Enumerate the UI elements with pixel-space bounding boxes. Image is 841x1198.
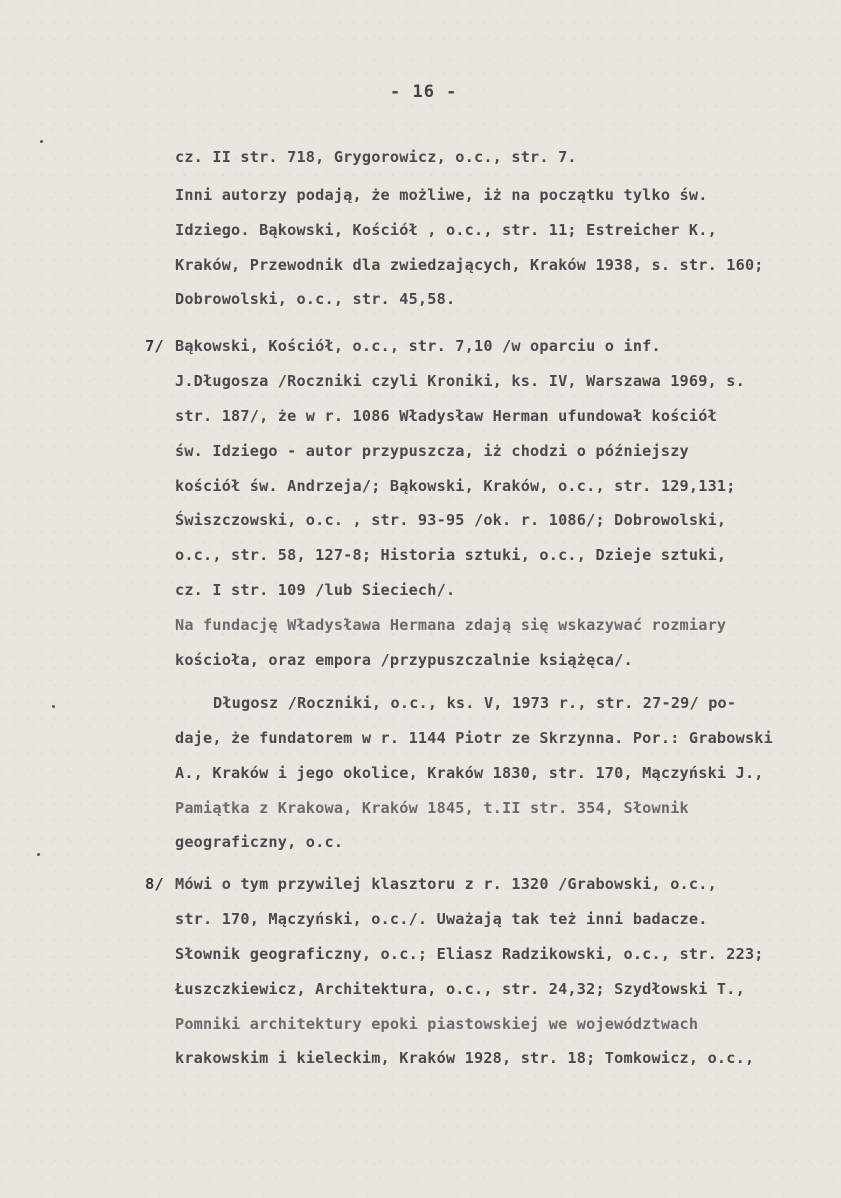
text-line: Na fundację Władysława Hermana zdają się wskazywać rozmiary (175, 616, 727, 634)
text-line: Pamiątka z Krakowa, Kraków 1845, t.II str. 354, Słownik (175, 799, 689, 817)
text-line: Idziego. Bąkowski, Kościół , o.c., str. 11; Estreicher K., (175, 221, 717, 239)
footnote-marker-7: 7/ (145, 337, 164, 355)
text-line: o.c., str. 58, 127-8; Historia sztuki, o.c., Dzieje sztuki, (175, 546, 727, 564)
text-line: Mówi o tym przywilej klasztoru z r. 1320 /Grabowski, o.c., (175, 875, 717, 893)
text-line: Inni autorzy podają, że możliwe, iż na początku tylko św. (175, 186, 708, 204)
text-line: daje, że fundatorem w r. 1144 Piotr ze Skrzynna. Por.: Grabowski (175, 729, 773, 747)
page-number: - 16 - (390, 82, 458, 102)
text-line: A., Kraków i jego okolice, Kraków 1830, str. 170, Mączyński J., (175, 764, 764, 782)
text-line: Bąkowski, Kościół, o.c., str. 7,10 /w oparciu o inf. (175, 337, 661, 355)
text-line: str. 170, Mączyński, o.c./. Uważają tak też inni badacze. (175, 910, 708, 928)
text-line: kościoła, oraz empora /przypuszczalnie książęca/. (175, 651, 633, 669)
text-line: cz. II str. 718, Grygorowicz, o.c., str. 7. (175, 148, 577, 166)
paper-speck (52, 705, 55, 708)
text-line: Pomniki architektury epoki piastowskiej we województwach (175, 1015, 699, 1033)
text-line: cz. I str. 109 /lub Sieciech/. (175, 581, 456, 599)
text-line: Dobrowolski, o.c., str. 45,58. (175, 290, 456, 308)
text-line: geograficzny, o.c. (175, 833, 344, 851)
text-line: str. 187/, że w r. 1086 Władysław Herman ufundował kościół (175, 407, 717, 425)
paper-speck (40, 140, 43, 143)
footnote-marker-8: 8/ (145, 875, 164, 893)
text-line: Długosz /Roczniki, o.c., ks. V, 1973 r., str. 27-29/ po- (213, 694, 737, 712)
text-line: J.Długosza /Roczniki czyli Kroniki, ks. IV, Warszawa 1969, s. (175, 372, 745, 390)
paper-speck (37, 853, 40, 856)
text-line: kościół św. Andrzeja/; Bąkowski, Kraków, o.c., str. 129,131; (175, 477, 736, 495)
text-line: Świszczowski, o.c. , str. 93-95 /ok. r. 1086/; Dobrowolski, (175, 511, 727, 529)
text-line: krakowskim i kieleckim, Kraków 1928, str. 18; Tomkowicz, o.c., (175, 1049, 755, 1067)
text-line: Łuszczkiewicz, Architektura, o.c., str. 24,32; Szydłowski T., (175, 980, 745, 998)
text-line: św. Idziego - autor przypuszcza, iż chodzi o późniejszy (175, 442, 689, 460)
text-line: Kraków, Przewodnik dla zwiedzających, Kraków 1938, s. str. 160; (175, 256, 764, 274)
text-line: Słownik geograficzny, o.c.; Eliasz Radzikowski, o.c., str. 223; (175, 945, 764, 963)
